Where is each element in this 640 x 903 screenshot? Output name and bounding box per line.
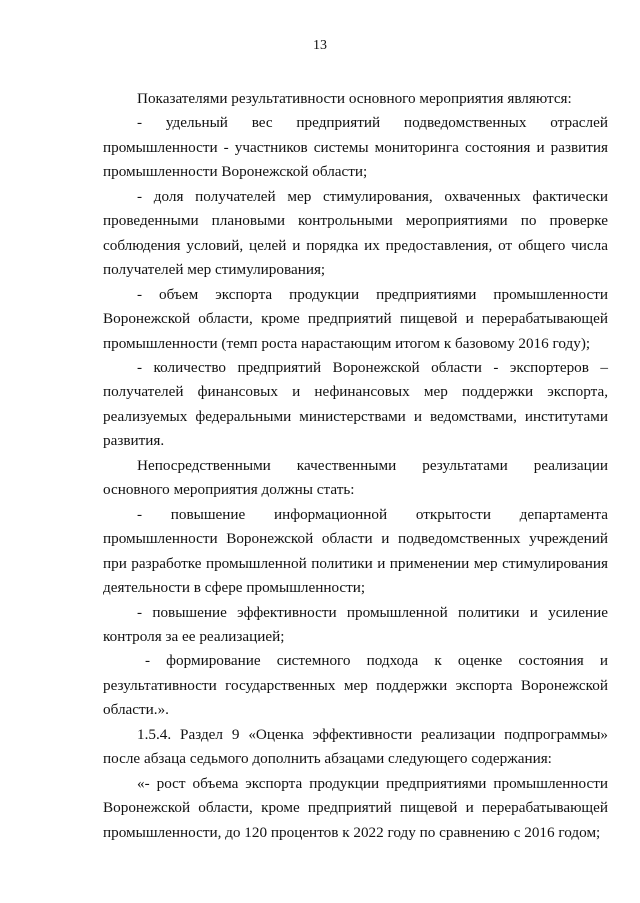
paragraph-indicators-intro: Показателями результативности основного мероприятия являются:: [137, 90, 572, 107]
paragraph-section-amendment: 1.5.4. Раздел 9 «Оценка эффективности реализации подпрограммы» после абзаца седьмого дополнить абзацами следующего содержания:: [103, 725, 608, 768]
paragraph-indicator-exporters-count: - количество предприятий Воронежской области - экспортеров – получателей финансовых и нефинансовых мер поддержки экспорта, реализуемых федеральными министерствами и ведомствами, институтами развития.: [103, 358, 608, 450]
paragraph-export-growth: «- рост объема экспорта продукции предприятиями промышленности Воронежской области, кроме предприятий пищевой и перерабатывающей промышленности, до 120 процентов к 2022 году по сравнению с 2016 годом;: [103, 774, 608, 841]
paragraph-result-system-approach: - формирование системного подхода к оценке состояния и результативности государственных мер поддержки экспорта Воронежской области.».: [103, 652, 608, 719]
paragraph-indicator-share-enterprises: - удельный вес предприятий подведомственных отраслей промышленности - участников системы мониторинга состояния и развития промышленности Воронежской области;: [103, 114, 608, 181]
paragraph-indicator-share-recipients: - доля получателей мер стимулирования, охваченных фактически проведенными плановыми контрольными мероприятиями по проверке соблюдения условий, целей и порядка их предоставления, от общего числа получателей мер стимулирования;: [103, 187, 608, 279]
paragraph-result-openness: - повышение информационной открытости департамента промышленности Воронежской области и подведомственных учреждений при разработке промышленной политики и применении мер стимулирования деятельности в сфере промышленности;: [103, 505, 608, 597]
paragraph-results-intro: Непосредственными качественными результатами реализации основного мероприятия должны стать:: [103, 456, 608, 499]
paragraph-indicator-export-volume: - объем экспорта продукции предприятиями промышленности Воронежской области, кроме предприятий пищевой и перерабатывающей промышленности (темп роста нарастающим итогом к базовому 2016 году);: [103, 285, 608, 352]
document-body: [103, 87, 608, 845]
page-number: 13: [313, 38, 327, 53]
paragraph-result-efficiency: - повышение эффективности промышленной политики и усиление контроля за ее реализацией;: [103, 603, 608, 645]
